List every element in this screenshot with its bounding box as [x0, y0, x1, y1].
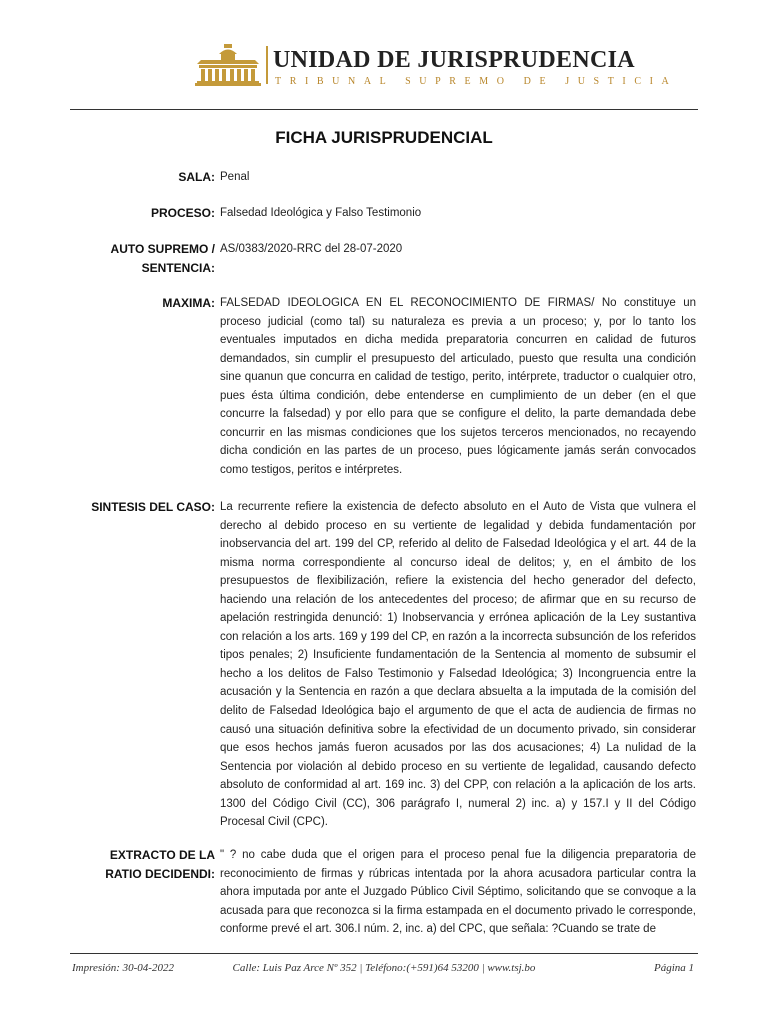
field-value: Falsedad Ideológica y Falso Testimonio	[220, 207, 422, 219]
header-divider	[70, 109, 698, 110]
courthouse-icon	[195, 44, 261, 86]
logo-separator	[266, 46, 268, 84]
field-value: " ? no cabe duda que el origen para el proceso penal fue la diligencia preparatoria de reconocimiento de firmas y rúbricas intentada por la ahora acusadora particular contra la ahora imputada por ante el Juzgado Público Civil Séptimo, solicitando que se convoque a la acusada para que reconozca si la firma estampada en el documento privado le corresponde, conforme prevé el art. 306.I núm. 2, inc. a) del CPC, que señala: ?Cuando se trate de	[220, 849, 696, 936]
footer-divider	[70, 953, 698, 954]
field-label: SINTESIS DEL CASO:	[91, 500, 215, 514]
field-label: SALA:	[178, 170, 215, 184]
field-label: MAXIMA:	[162, 296, 215, 310]
field-extracto	[70, 846, 698, 940]
field-value: Penal	[220, 171, 250, 183]
logo-subtitle: TRIBUNAL SUPREMO DE JUSTICIA	[275, 76, 678, 87]
field-value: AS/0383/2020-RRC del 28-07-2020	[220, 243, 403, 255]
logo-title: UNIDAD DE JURISPRUDENCIA	[273, 47, 635, 73]
field-value: La recurrente refiere la existencia de defecto absoluto en el Auto de Vista que vulnera el derecho al debido proceso en su vertiente de legalidad y debida fundamentación por inobservancia del art. 199 del CP, referido al delito de Falsedad Ideológica y el art. 44 de la misma norma correspondiente al concurso ideal de delitos; y, en el ámbito de los presupuestos de flexibilización, refiere la existencia del hecho generador del defecto, haciendo una relación de los antecedentes del proceso; de afirmar que en su recurso de apelación restringida denunció: 1) Inobservancia y errónea aplicación de la Ley sustantiva con relación a los arts. 169 y 199 del CP, en razón a la incorrecta subsunción de los referidos tipos penales; 2) Insuficiente fundamentación de la Sentencia al momento de subsumir el hecho a los delitos de Falso Testimonio y Falsedad Ideológica; 3) Incongruencia entre la acusación y la Sentencia en razón a que declara absuelta a la imputada de la comisión del delito de Falsedad Ideológica bajo el argumento de que el acta de audiencia de firmas no causó una situación definitiva sobre la efectividad de un documento privado, sin considerar que esos hechos jamás fueron acusados por las dos acusaciones; 4) La nulidad de la Sentencia por violación al debido proceso en su vertiente de legalidad, causando defecto absoluto de conformidad al art. 169 inc. 3) del CPP, con relación a la aplicación de los arts. 1300 del Código Civil (CC), 306 parágrafo I, numeral 2) inc. a) y 157.I y II del Código Procesal Civil (CPC).	[220, 501, 696, 829]
page-number: Página 1	[653, 962, 694, 974]
page-header	[0, 38, 768, 98]
field-label: AUTO SUPREMO / SENTENCIA:	[110, 242, 215, 275]
field-label: PROCESO:	[150, 206, 215, 220]
document-title: FICHA JURISPRUDENCIAL	[275, 128, 493, 147]
field-label: EXTRACTO DE LA RATIO DECIDENDI:	[105, 848, 215, 881]
footer-address: Calle: Luis Paz Arce Nº 352 | Teléfono:(+591)64 53200 | www.tsj.bo	[232, 962, 536, 974]
print-date: Impresión: 30-04-2022	[72, 962, 174, 974]
field-value: FALSEDAD IDEOLOGICA EN EL RECONOCIMIENTO DE FIRMAS/ No constituye un proceso judicial (como tal) su naturaleza es previa a un proceso; y, por lo tanto los eventuales imputados en dicha medida preparatoria concurren en calidad de futuros demandados, sin cumplir el presupuesto del articulado, puesto que resulta una condición sine quanun que concurra en calidad de testigo, perito, intérprete, traductor o cualquier otro, pues ésta última condición, debe entenderse en cumplimiento de un deber (en el que concurre la falsedad) y por ello para que se configure el delito, la parte demandada debe concurrir en las mismas condiciones que los sujetos terceros mencionados, no recayendo dicha condición en las partes de un proceso, pues lógicamente jamás serán convocados como testigos, peritos e intérpretes.	[220, 297, 696, 476]
